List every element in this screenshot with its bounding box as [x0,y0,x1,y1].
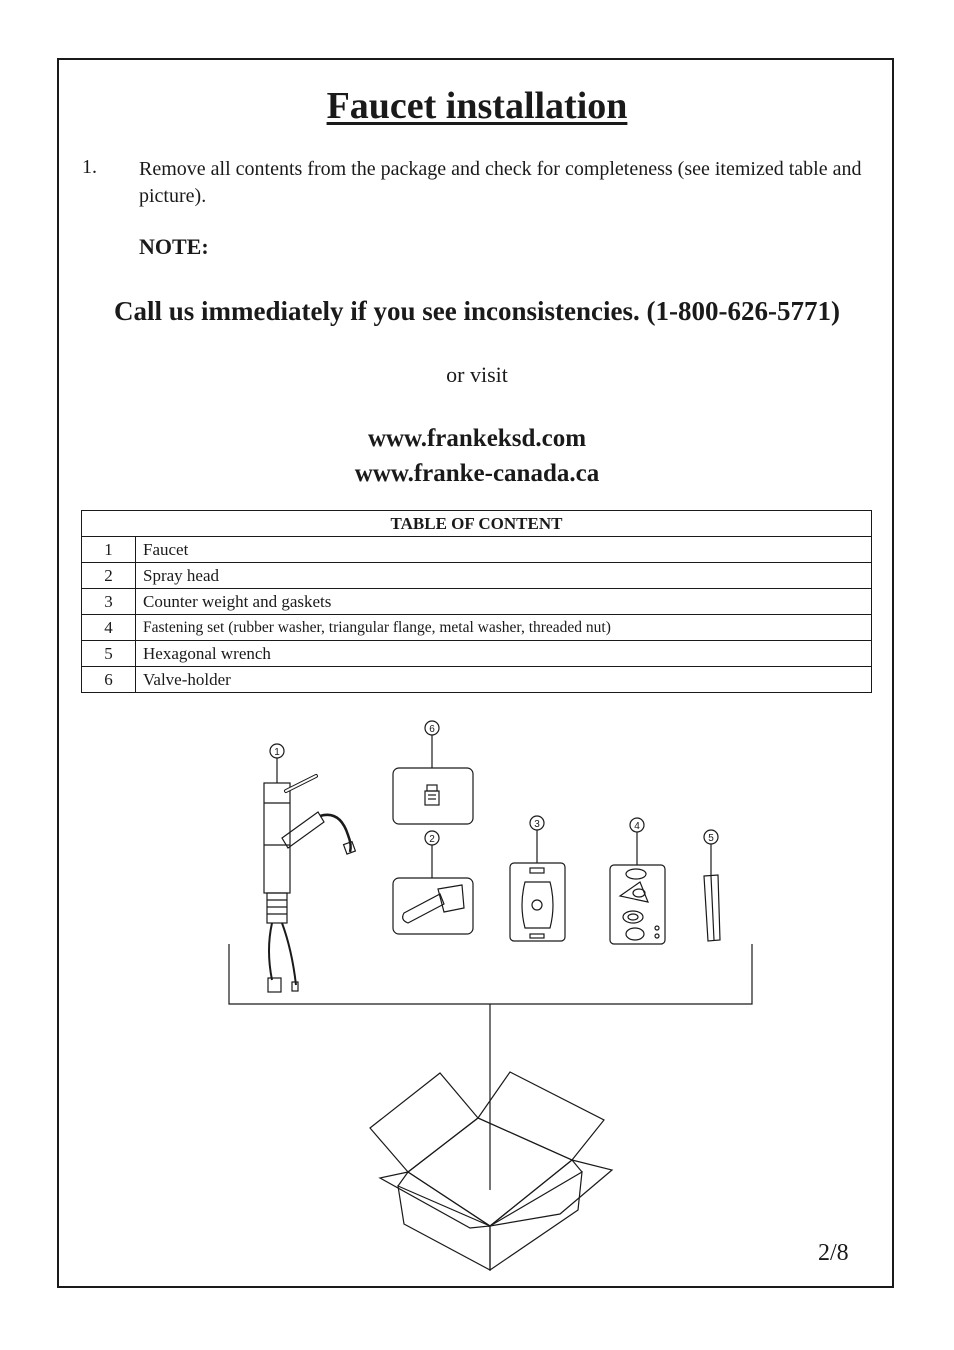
bracket-lines [229,944,752,1190]
page-number: 2/8 [818,1240,849,1266]
step-text: Remove all contents from the package and check for completeness (see itemized table and picture). [139,158,862,207]
callout-label: 3 [534,819,540,830]
callout-3 [530,816,544,863]
callout-5 [704,830,718,875]
fastening-set-icon [610,865,665,944]
callout-2 [425,831,439,878]
valve-holder-icon [393,768,473,824]
url-frankeksd[interactable]: www.frankeksd.com [367,425,587,452]
table-header: TABLE OF CONTENT [82,511,872,537]
row-description: Valve-holder [136,667,872,693]
step-number: 1. [82,156,97,178]
row-description: Faucet [136,537,872,563]
callout-label: 2 [429,834,435,845]
or-visit-text: or visit [446,362,508,387]
callout-label: 6 [429,724,435,735]
row-description: Spray head [136,563,872,589]
callout-label: 1 [274,747,280,758]
row-number: 2 [82,563,136,589]
note-label: NOTE: [139,234,209,259]
url-franke-canada[interactable]: www.franke-canada.ca [354,460,600,487]
faucet-icon [264,776,355,992]
counter-weight-icon [510,863,565,941]
call-us-text: Call us immediately if you see inconsistencies. (1-800-626-5771) [114,296,840,326]
row-number: 4 [82,615,136,641]
row-description: Hexagonal wrench [136,641,872,667]
row-number: 3 [82,589,136,615]
spray-head-icon [393,878,473,934]
callout-label: 5 [708,833,714,844]
row-description: Fastening set (rubber washer, triangular flange, metal washer, threaded nut) [136,615,872,641]
callout-1 [270,744,284,783]
callout-label: 4 [634,821,640,832]
open-box-icon [370,1072,612,1270]
page-title: Faucet installation [326,85,628,127]
callout-4 [630,818,644,865]
row-number: 1 [82,537,136,563]
row-number: 5 [82,641,136,667]
row-description: Counter weight and gaskets [136,589,872,615]
hex-wrench-icon [704,875,720,941]
row-number: 6 [82,667,136,693]
callout-6 [425,721,439,768]
